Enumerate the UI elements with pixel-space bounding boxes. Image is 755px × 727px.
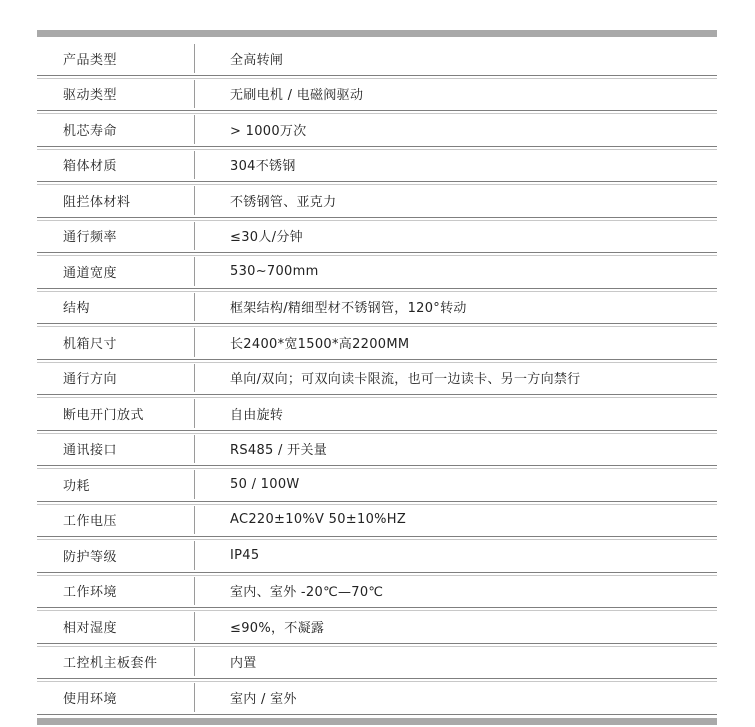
table-row [37, 147, 717, 183]
spec-label: 驱动类型 [37, 80, 195, 109]
spec-value: ≤90%，不凝露 [230, 620, 325, 636]
table-row [37, 679, 717, 715]
spec-value: 长2400*宽1500*高2200MM [230, 336, 410, 352]
spec-label: 通道宽度 [37, 257, 195, 286]
table-row [37, 644, 717, 680]
table-row [37, 360, 717, 396]
table-row [37, 395, 717, 431]
table-bottom-bar [37, 718, 717, 725]
spec-label: 断电开门放式 [37, 399, 195, 428]
spec-value: 无刷电机 / 电磁阀驱动 [230, 88, 364, 104]
table-row [37, 537, 717, 573]
spec-label: 阻拦体材料 [37, 186, 195, 215]
table-row [37, 466, 717, 502]
spec-value: 304不锈钢 [230, 159, 296, 175]
spec-value: 室内 / 室外 [230, 691, 297, 707]
table-row [37, 431, 717, 467]
table-top-bar [37, 30, 717, 37]
table-row [37, 253, 717, 289]
spec-label: 通讯接口 [37, 435, 195, 464]
table-row [37, 573, 717, 609]
spec-label: 功耗 [37, 470, 195, 499]
spec-value: AC220±10%V 50±10%HZ [230, 512, 407, 528]
spec-value: 室内、室外 -20℃—70℃ [230, 585, 384, 601]
spec-label: 箱体材质 [37, 151, 195, 180]
spec-rows [37, 37, 717, 715]
table-row [37, 218, 717, 254]
spec-label: 使用环境 [37, 683, 195, 712]
spec-value: 内置 [230, 656, 257, 672]
spec-label: 通行方向 [37, 364, 195, 393]
spec-label: 产品类型 [37, 44, 195, 73]
table-row [37, 324, 717, 360]
spec-label: 工控机主板套件 [37, 648, 195, 677]
spec-value: > 1000万次 [230, 123, 307, 139]
spec-label: 防护等级 [37, 541, 195, 570]
table-row [37, 111, 717, 147]
table-row [37, 182, 717, 218]
table-row [37, 608, 717, 644]
spec-label: 结构 [37, 293, 195, 322]
spec-value: 50 / 100W [230, 476, 300, 492]
spec-value: 框架结构/精细型材不锈钢管，120°转动 [230, 301, 467, 317]
table-row [37, 76, 717, 112]
spec-value: 全高转闸 [230, 52, 284, 68]
spec-value: 自由旋转 [230, 407, 284, 423]
table-row [37, 289, 717, 325]
table-row [37, 40, 717, 76]
spec-label: 机箱尺寸 [37, 328, 195, 357]
spec-value: 单向/双向；可双向读卡限流，也可一边读卡、另一方向禁行 [230, 372, 581, 388]
spec-value: ≤30人/分钟 [230, 230, 303, 246]
spec-label: 工作电压 [37, 506, 195, 535]
spec-label: 机芯寿命 [37, 115, 195, 144]
spec-label: 通行频率 [37, 222, 195, 251]
spec-label: 相对湿度 [37, 612, 195, 641]
spec-value: 不锈钢管、亚克力 [230, 194, 337, 210]
spec-value: RS485 / 开关量 [230, 443, 328, 459]
spec-value: IP45 [230, 547, 260, 563]
table-row [37, 502, 717, 538]
spec-value: 530~700mm [230, 263, 319, 279]
spec-table [37, 30, 717, 725]
spec-label: 工作环境 [37, 577, 195, 606]
